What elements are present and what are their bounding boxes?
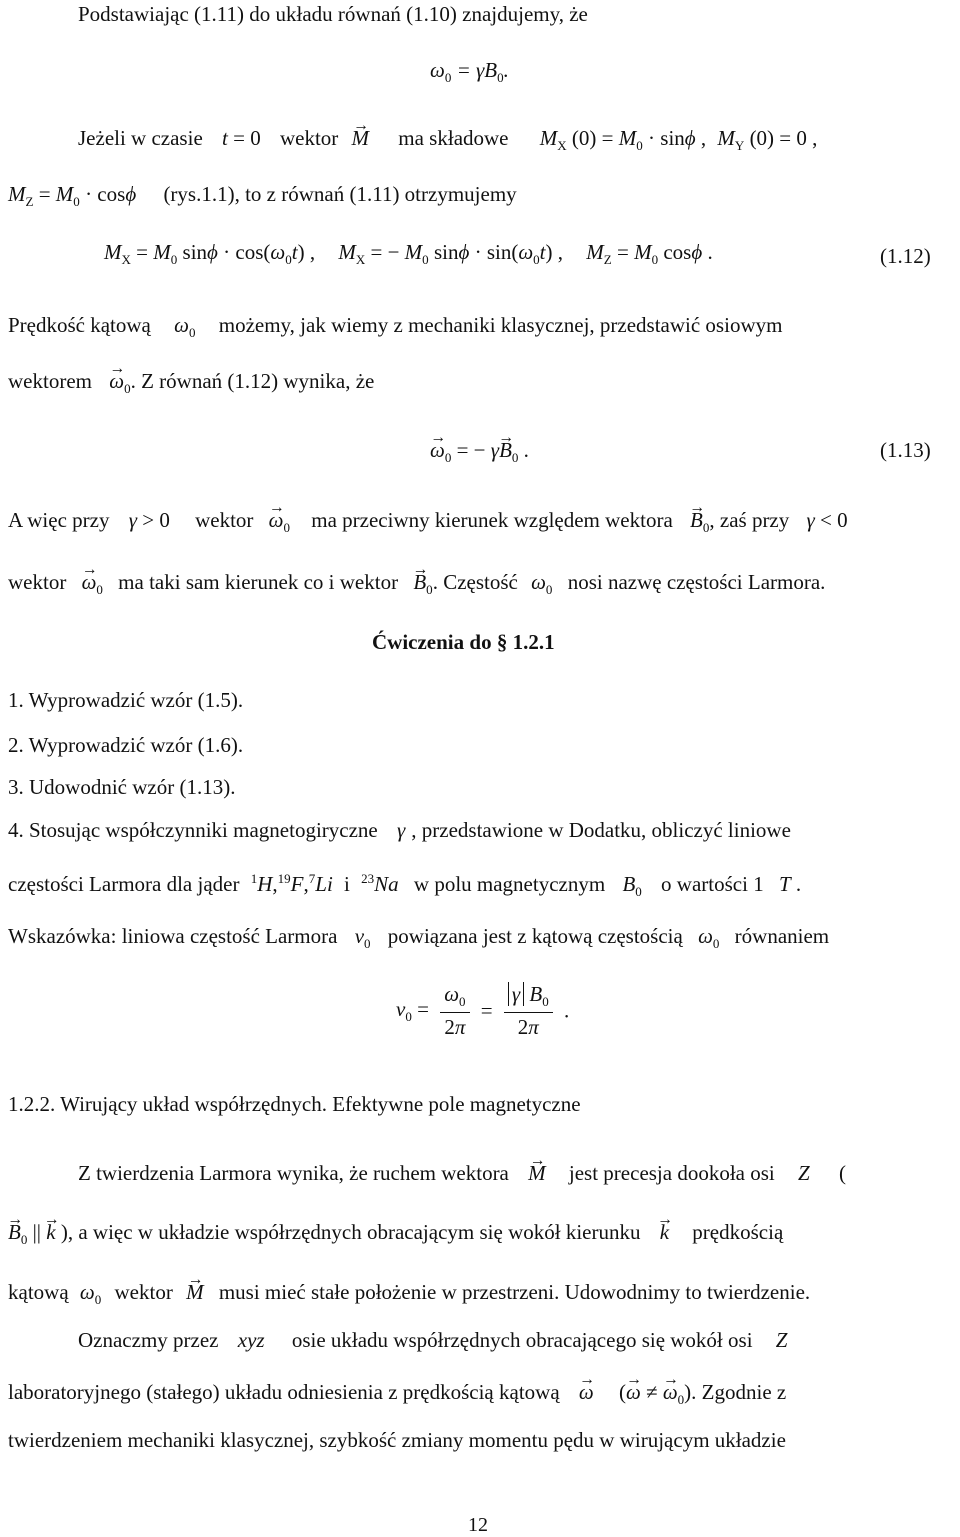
section-line-2: → $B_0$ || → k ), a więc w układzie współrzędnych obracającym się wokół kierunku → k prędkością [8,1222,783,1246]
paragraph-larmor-frequency-name: wektor → $\omega_0$ ma taki sam kierunek co i wektor → $B_0$. Częstość $\omega_0$ nosi nazwę częstości Larmora. [8,572,825,596]
exercise-item-4: 4. Stosując współczynniki magnetogiryczne γ , przedstawione w Dodatku, obliczyć liniowe [8,818,791,842]
exercise-item: 2. Wyprowadzić wzór (1.6). [8,733,244,757]
section-line-3: kątową $\omega_0$ wektor → M musi mieć stałe położenie w przestrzeni. Udowodnimy to twierdzenie. [8,1282,810,1306]
equation-1-12: $M_X = M_0$ $\sin\phi \cdot \cos(\omega_0t)$ , $M_X$ = − $M_0$ $\sin\phi \cdot \sin(\omega_0t)$ , $M_Z = M_0$ cosϕ . [104,240,713,268]
paragraph-mz-component: $M_Z = M_0 \cdot \cos\phi$ (rys.1.1), to z równań (1.11) otrzymujemy [8,182,517,210]
exercises-heading: Ćwiczenia do § 1.2.1 [372,630,555,654]
section-line-5: laboratoryjnego (stałego) układu odniesienia z prędkością kątową → ω (→ ω ≠ → $\omega_0$). Zgodnie z [8,1382,786,1406]
page-number: 12 [468,1514,488,1536]
paragraph-angular-velocity: Prędkość kątową $\omega_0$ możemy, jak wiemy z mechaniki klasycznej, przedstawić osiowym [8,313,783,341]
intro-sentence: Podstawiając (1.11) do układu równań (1.10) znajdujemy, że [78,2,588,26]
exercise-item: 1. Wyprowadzić wzór (1.5). [8,688,244,712]
paragraph-initial-conditions: Jeżeli w czasie t = 0 wektor → M ma składowe $M_X$ $(0) = M_0 \cdot \sin\phi$ , $M_Y$ (0) = 0 , [78,128,817,152]
vector-M: → M [352,128,370,149]
equation-number-1-12: (1.12) [880,244,931,268]
exercise-item: 3. Udowodnić wzór (1.13). [8,775,236,799]
equation-number-1-13: (1.13) [880,438,931,462]
section-heading-1-2-2: 1.2.2. Wirujący układ współrzędnych. Efektywne pole magnetyczne [8,1092,581,1116]
equation-larmor-frequency: $\omega_0 = \gamma B_0$. [430,58,509,86]
exercise-item-4-continued: częstości Larmora dla jąder $^1$H,$^{19}$F,$^7$Li i $^{23}$Na w polu magnetycznym $B_0$ o wartości 1 T . [8,871,802,900]
section-line-4: Oznaczmy przez xyz osie układu współrzędnych obracającego się wokół osi Z [78,1328,788,1352]
equation-linear-larmor-frequency: $\nu_0$ = $\frac{\omega_0}{2\pi}$ = $\frac{\gamma B_0}{2\pi}$ . [396,982,570,1040]
paragraph-vector-omega: wektorem → $\omega_0$. Z równań (1.12) wynika, że [8,371,374,395]
section-line-6: twierdzeniem mechaniki klasycznej, szybkość zmiany momentu pędu w wirującym układzie [8,1428,786,1452]
exercise-hint: Wskazówka: liniowa częstość Larmora $\nu_0$ powiązana jest z kątową częstością $\omega_0$ równaniem [8,924,830,952]
equation-1-13: → $\omega_0$ = − $\gamma\to B_0$ . [430,440,529,464]
paragraph-direction-cases: A więc przy γ > 0 wektor → $\omega_0$ ma przeciwny kierunek względem wektora → $B_0$, zaś przy γ < 0 [8,510,848,534]
section-line-1: Z twierdzenia Larmora wynika, że ruchem wektora → M jest precesja dookoła osi Z ( [78,1163,846,1184]
